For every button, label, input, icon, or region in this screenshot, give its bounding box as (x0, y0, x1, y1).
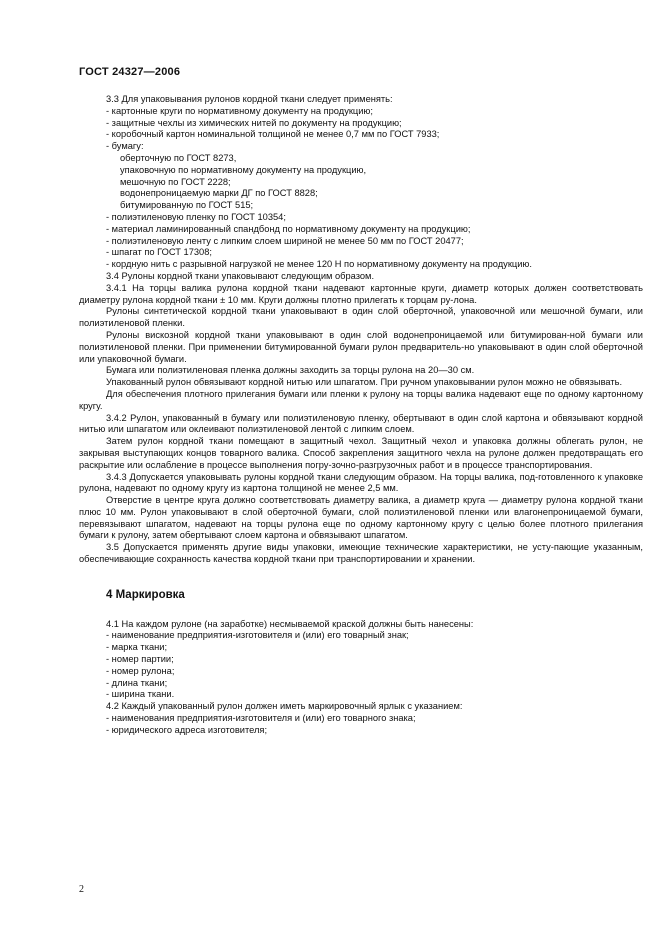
document-header: ГОСТ 24327—2006 (79, 66, 181, 78)
list-item: - материал ламинированный спандбонд по нормативному документу на продукцию; (106, 223, 471, 234)
clause-3-4-1: 3.4.1 На торцы валика рулона кордной ткани надевают картонные круги, диаметр которых должен соответствовать диаметру рулона кордной ткани ± 10 мм. Круги должны плотно прилегать к торцам ру-лона. (79, 282, 643, 305)
paragraph: Рулоны синтетической кордной ткани упаковывают в один слой оберточной, упаковочной или мешочной бумаги, или полиэтиленовой пленки. (79, 306, 643, 329)
list-item: - бумагу: (106, 141, 144, 152)
paragraph: Затем рулон кордной ткани помещают в защитный чехол. Защитный чехол и упаковка должны облегать рулон, не закрывая выступающих концов товарного валика. Способ закрепления защитного чехла на рулоне должен предотвращать его раскрытие или ослабление в процессе выполнения погру-зочно-разгрузочных работ и в процессе транспортирования. (79, 436, 643, 470)
clause-3-4: 3.4 Рулоны кордной ткани упаковывают следующим образом. (106, 270, 375, 281)
clause-4-2: 4.2 Каждый упакованный рулон должен иметь маркировочный ярлык с указанием: (106, 701, 463, 712)
sub-list-item: упаковочную по нормативному документу на продукцию, (120, 164, 367, 175)
sub-list-item: битумированную по ГОСТ 515; (120, 200, 254, 211)
clause-4-1: 4.1 На каждом рулоне (на заработке) несмываемой краской должны быть нанесены: (106, 618, 474, 629)
document-body (79, 94, 643, 737)
list-item: - коробочный картон номинальной толщиной не менее 0,7 мм по ГОСТ 7933; (106, 129, 440, 140)
list-item: - наименование предприятия-изготовителя и (или) его товарный знак; (106, 630, 409, 641)
paragraph: Рулоны вискозной кордной ткани упаковывают в один слой водонепроницаемой или битумирован-ной бумаги или полиэтиленовой пленки. При применении битумированной бумаги рулон предваритель-но упаковывают в один слой оберточной или упаковочной бумаги. (79, 329, 643, 364)
sub-list-item: оберточную по ГОСТ 8273, (120, 152, 237, 163)
paragraph: Бумага или полиэтиленовая пленка должны заходить за торцы рулона на 20—30 см. (106, 365, 475, 376)
list-item: - ширина ткани. (106, 689, 175, 700)
list-item: - картонные круги по нормативному документу на продукцию; (106, 105, 373, 116)
page-number: 2 (79, 884, 84, 895)
clause-3-3: 3.3 Для упаковывания рулонов кордной ткани следует применять: (106, 94, 393, 104)
sub-list-item: мешочную по ГОСТ 2228; (120, 176, 231, 187)
list-item: - номер рулона; (106, 665, 175, 676)
paragraph: Для обеспечения плотного прилегания бумаги или пленки к рулону на торцы валика надевают еще по одному картонному кругу. (79, 388, 643, 411)
list-item: - защитные чехлы из химических нитей по документу на продукцию; (106, 117, 402, 128)
list-item: - полиэтиленовую ленту с липким слоем шириной не менее 50 мм по ГОСТ 20477; (106, 235, 464, 246)
list-item: - наименования предприятия-изготовителя и (или) его товарного знака; (106, 713, 416, 724)
paragraph: Упакованный рулон обвязывают кордной нитью или шпагатом. При ручном упаковывании рулон можно не обвязывать. (106, 377, 623, 388)
list-item: - длина ткани; (106, 677, 168, 688)
paragraph: Отверстие в центре круга должно соответствовать диаметру валика, а диаметр круга — диаметру рулона кордной ткани плюс 10 мм. Рулон упаковывают в слой оберточной бумаги, слой полиэтиленовой пленки или влагонепроницаемой бумаги, перевязывают шпагатом, надевают на торцы рулона еще по одному картонному кругу с целью более плотного прилегания бумаги к рулону, затем обертывают слоем картона и обвязывают шпагатом. (79, 495, 643, 541)
sub-list-item: водонепроницаемую марки ДГ по ГОСТ 8828; (120, 188, 318, 199)
list-item: - шпагат по ГОСТ 17308; (106, 247, 212, 258)
list-item: - кордную нить с разрывной нагрузкой не менее 120 Н по нормативному документу на продукцию. (106, 259, 532, 270)
clause-3-4-3: 3.4.3 Допускается упаковывать рулоны кордной ткани следующим образом. На торцы валика, под-готовленного к упаковке рулона, надевают по одному кругу из картона толщиной не менее 2,5 мм. (79, 471, 643, 494)
list-item: - марка ткани; (106, 642, 168, 653)
section-4-title: 4 Маркировка (106, 588, 185, 601)
list-item: - номер партии; (106, 654, 174, 665)
clause-3-5: 3.5 Допускается применять другие виды упаковки, имеющие технические характеристики, не усту-пающие указанным, обеспечивающие сохранность качества кордной ткани при транспортировании и хранении. (79, 542, 643, 565)
list-item: - юридического адреса изготовителя; (106, 724, 268, 735)
clause-3-4-2: 3.4.2 Рулон, упакованный в бумагу или полиэтиленовую пленку, обертывают в один слой картона и обвязывают кордной нитью или шпагатом или оклеивают полиэтиленовой лентой с липким слоем. (79, 412, 643, 435)
list-item: - полиэтиленовую пленку по ГОСТ 10354; (106, 211, 286, 222)
